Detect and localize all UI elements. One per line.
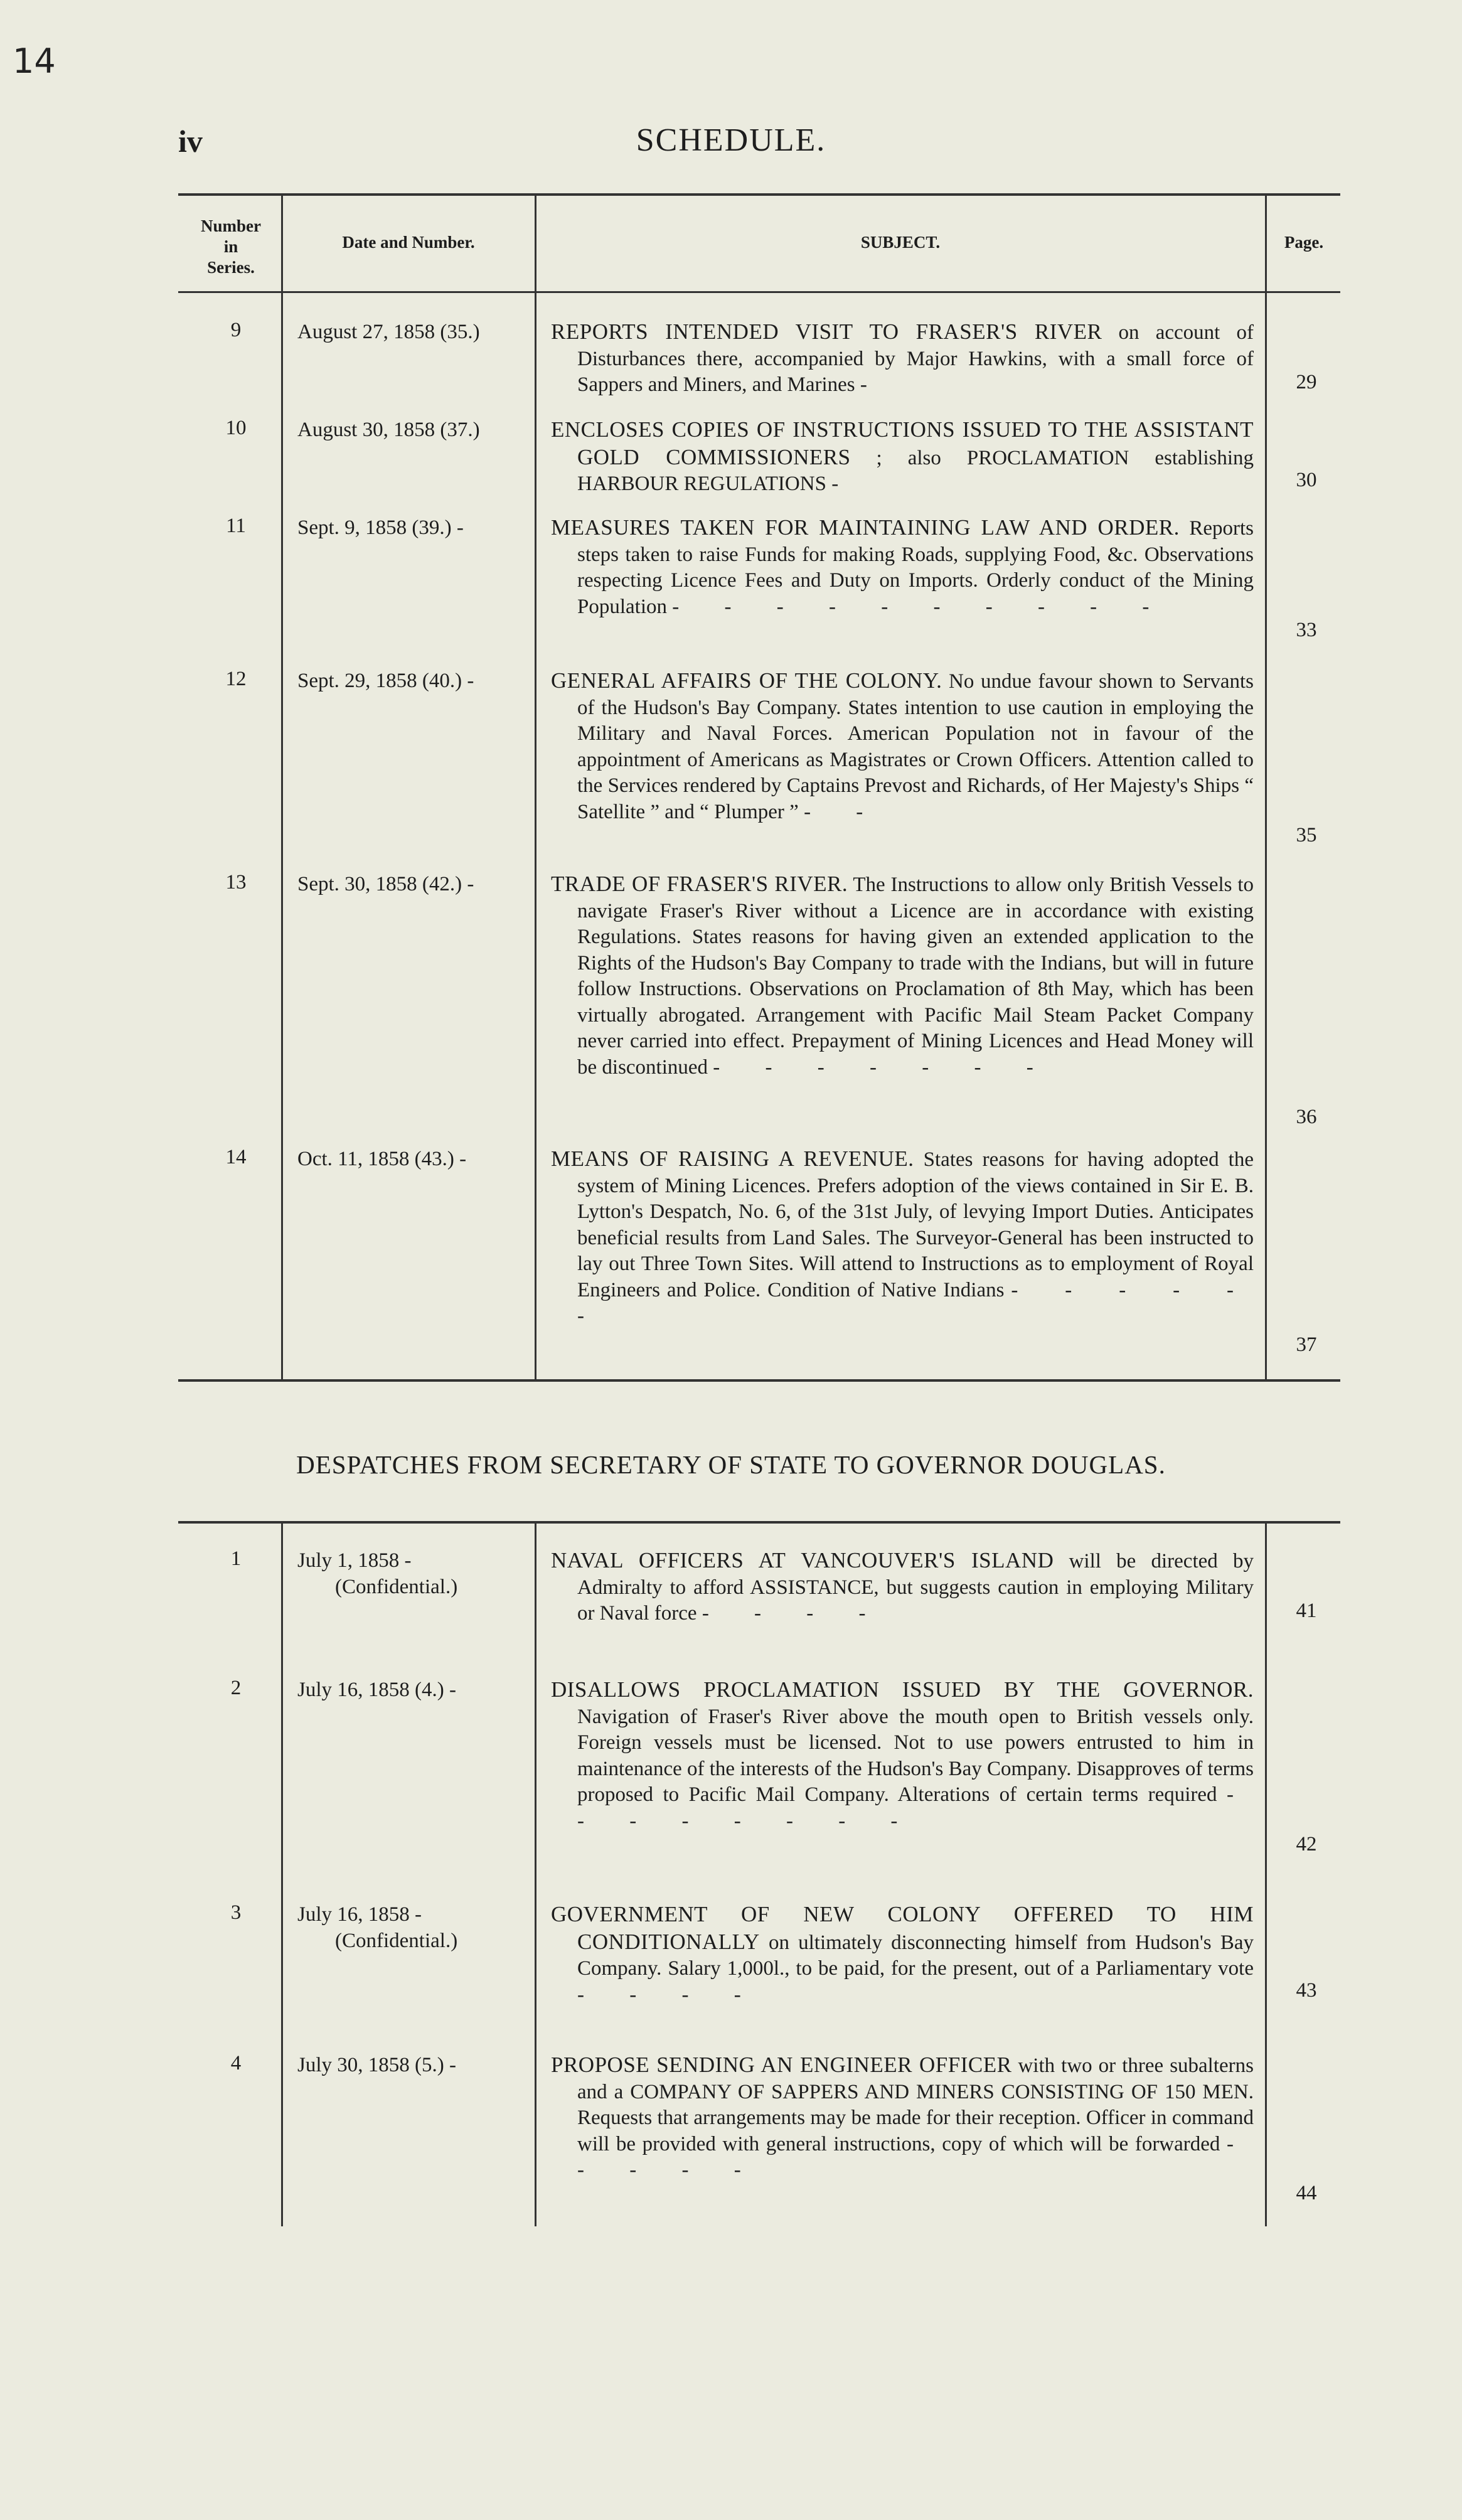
subject-leaders: - - - - - - - - (577, 1783, 1254, 1832)
subject-lead: NAVAL OFFICERS AT VANCOUVER'S ISLAND (551, 1548, 1054, 1572)
header-date: Date and Number. (342, 233, 475, 252)
col-divider-3-s2 (1265, 1524, 1267, 2226)
entry-number: 9 (230, 319, 242, 341)
subject-leaders: - - - - (702, 1602, 886, 1625)
entry-number: 14 (225, 1146, 247, 1168)
subject-lead: TRADE OF FRASER'S RIVER. (551, 872, 848, 896)
entry-subject (551, 319, 1254, 398)
col-divider-2-s2 (535, 1524, 536, 2226)
entry-subject (551, 1547, 1254, 1627)
entry-page: 33 (1296, 619, 1317, 641)
entry-page: 35 (1296, 824, 1317, 846)
roman-page-number: iv (178, 124, 203, 159)
header-page: Page. (1284, 233, 1324, 252)
subject-body: will be directed by Admiralty to afford ASSISTANCE, but suggests caution in employing Military or Naval force (577, 1550, 1254, 1625)
subject-leaders: - - - - - - - (713, 1055, 1054, 1079)
entry-number: 11 (226, 515, 246, 537)
entry-page: 30 (1296, 469, 1317, 491)
entry-subject (551, 515, 1254, 620)
header-number: Number in Series. (201, 216, 261, 277)
entry-subject (551, 1901, 1254, 2008)
entry-number: 3 (230, 1901, 242, 1924)
entry-subject (551, 417, 1254, 498)
header-subject: SUBJECT. (860, 233, 941, 252)
header-bottom-rule (178, 291, 1340, 293)
entry-page: 37 (1296, 1333, 1317, 1356)
subject-leaders: - - - - (577, 1983, 761, 2006)
col-divider-1 (281, 196, 283, 1379)
entry-page: 41 (1296, 1599, 1317, 1622)
entry-number: 10 (225, 417, 247, 439)
entry-number: 4 (230, 2052, 242, 2074)
subject-lead: GOVERNMENT OF NEW COLONY OFFERED TO HIM CONDITIONALLY (551, 1902, 1254, 1954)
subject-lead: MEASURES TAKEN FOR MAINTAINING LAW AND ORDER. (551, 515, 1180, 540)
subject-body: on account of Disturbances there, accompanied by Major Hawkins, with a small force of Sappers and Miners, and Marines (577, 321, 1254, 396)
col-divider-1-s2 (281, 1524, 283, 2226)
subject-body: Navigation of Fraser's River above the mouth open to British vessels only. Foreign vessels must be licensed. Not to use powers entrusted to him in maintenance of the interests of the Hudson's Bay Company. Disapproves of terms proposed to Pacific Mail Company. Alterations of certain terms required (577, 1705, 1254, 1806)
subject-body: The Instructions to allow only British Vessels to navigate Fraser's River without a Licence are in accordance with existing Regulations. States reasons for having given an extended application to the Rights of the Hudson's Bay Company to trade with the Indians, but will in future follow Instructions. Observations on Proclamation of 8th May, which has been virtually abrogated. Arrangement with Pacific Mail Steam Packet Company never carried into effect. Prepayment of Mining Licences and Head Money will be discontinued (577, 873, 1254, 1079)
entry-subject (551, 1677, 1254, 1834)
entry-number: 2 (230, 1677, 242, 1699)
col-divider-2 (535, 196, 536, 1379)
section2-title: DESPATCHES FROM SECRETARY OF STATE TO GOVERNOR DOUGLAS. (296, 1450, 1166, 1479)
entry-date: Sept. 9, 1858 (39.) - (297, 516, 464, 539)
subject-leaders: - - (804, 800, 883, 823)
section2-top-rule (178, 1521, 1340, 1524)
entry-note: (Confidential.) (335, 1930, 458, 1952)
entry-number: 1 (230, 1547, 242, 1570)
subject-lead: DISALLOWS PROCLAMATION ISSUED BY THE GOVERNOR. (551, 1677, 1254, 1702)
entry-page: 43 (1296, 1979, 1317, 2002)
table-top-rule (178, 193, 1340, 196)
entry-page: 44 (1296, 2182, 1317, 2204)
subject-leaders: - - - - - - (577, 1278, 1254, 1327)
col-divider-3 (1265, 196, 1267, 1379)
subject-lead: ENCLOSES COPIES OF INSTRUCTIONS ISSUED TO THE ASSISTANT GOLD COMMISSIONERS (551, 417, 1254, 469)
entry-date: July 16, 1858 (4.) - (297, 1679, 456, 1701)
subject-lead: MEANS OF RAISING A REVENUE. (551, 1146, 914, 1171)
entry-date: Sept. 29, 1858 (40.) - (297, 670, 474, 692)
entry-note: (Confidential.) (335, 1576, 458, 1598)
scan-page-number: 14 (13, 41, 56, 81)
entry-subject (551, 668, 1254, 825)
subject-body: No undue favour shown to Servants of the Hudson's Bay Company. States intention to use caution in employing the Military and Naval Forces. American Population not in favour of the appointment of Americans as Magistrates or Crown Officers. Attention called to the Services rendered by Captains Prevost and Richards, of Her Majesty's Ships “ Satellite ” and “ Plumper ” (577, 670, 1254, 823)
subject-body: on ultimately disconnecting himself from Hudson's Bay Company. Salary 1,000l., to be paid, for the present, out of a Parliamentary vote (577, 1931, 1254, 1980)
entry-date: August 27, 1858 (35.) (297, 321, 480, 343)
entry-page: 36 (1296, 1106, 1317, 1128)
entry-subject (551, 871, 1254, 1081)
entry-page: 29 (1296, 371, 1317, 393)
entry-number: 12 (225, 668, 247, 690)
entry-subject (551, 1146, 1254, 1330)
entry-date: Sept. 30, 1858 (42.) - (297, 873, 474, 895)
entry-number: 13 (225, 871, 247, 894)
subject-body: ; also PROCLAMATION establishing HARBOUR REGULATIONS (577, 446, 1254, 495)
subject-leaders: - - - - - - - - - - (672, 595, 1170, 618)
subject-body: States reasons for having adopted the system of Mining Licences. Prefers adoption of the views contained in Sir E. B. Lytton's Despatch, No. 6, of the 31st July, of levying Import Duties. Anticipates beneficial results from Land Sales. The Surveyor-General has been instructed to lay out Three Town Sites. Will attend to Instructions as to employment of Royal Engineers and Police. Condition of Native Indians (577, 1148, 1254, 1301)
subject-lead: REPORTS INTENDED VISIT TO FRASER'S RIVER (551, 319, 1102, 344)
subject-leaders: - (860, 373, 887, 396)
subject-body: Reports steps taken to raise Funds for making Roads, supplying Food, &c. Observations respecting Licence Fees and Duty on Imports. Orderly conduct of the Mining Population (577, 517, 1254, 618)
section1-bottom-rule (178, 1379, 1340, 1382)
subject-body: with two or three subalterns and a COMPANY OF SAPPERS AND MINERS CONSISTING OF 150 MEN. Requests that arrangements may be made for their reception. Officer in command will be provided with general instructions, copy of which will be forwarded (577, 2054, 1254, 2155)
entry-date: July 16, 1858 - (Confidential.) (297, 1901, 536, 1954)
entry-page: 42 (1296, 1833, 1317, 1855)
entry-date: July 1, 1858 - (Confidential.) (297, 1547, 536, 1600)
page-heading: SCHEDULE. (636, 122, 826, 158)
subject-leaders: - - - - - (577, 2132, 1254, 2181)
subject-lead: GENERAL AFFAIRS OF THE COLONY. (551, 668, 942, 693)
entry-date: Oct. 11, 1858 (43.) - (297, 1148, 467, 1170)
subject-leaders: - (831, 472, 859, 495)
entry-date: July 30, 1858 (5.) - (297, 2054, 456, 2076)
entry-date: August 30, 1858 (37.) (297, 419, 480, 441)
subject-lead: PROPOSE SENDING AN ENGINEER OFFICER (551, 2053, 1012, 2077)
entry-subject (551, 2052, 1254, 2184)
